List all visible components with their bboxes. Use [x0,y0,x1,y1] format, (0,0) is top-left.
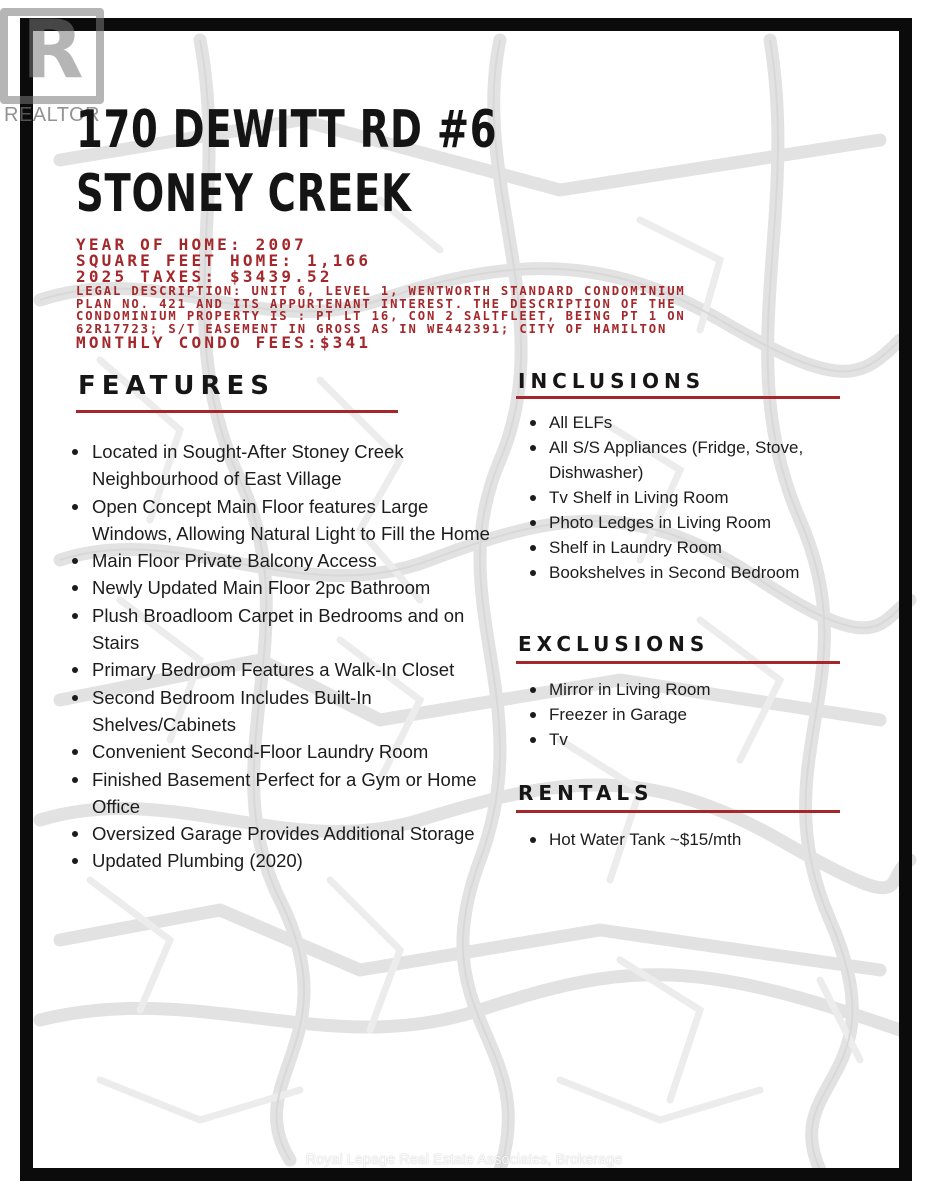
rentals-divider [516,810,840,813]
list-item: Mirror in Living Room [528,677,838,702]
monthly-condo-fees: MONTHLY CONDO FEES:$341 [76,333,372,353]
list-item: Finished Basement Perfect for a Gym or Home Office [70,766,490,821]
list-item: Updated Plumbing (2020) [70,847,490,874]
inclusions-list [528,410,838,585]
list-item: Plush Broadloom Carpet in Bedrooms and on Stairs [70,602,490,657]
year-of-home: YEAR OF HOME: 2007 [76,235,307,254]
rentals-list [528,827,838,852]
property-facts [76,237,836,351]
rentals-heading: RENTALS [518,781,654,805]
list-item: Bookshelves in Second Bedroom [528,560,838,585]
exclusions-heading: EXCLUSIONS [518,632,710,656]
taxes: 2025 TAXES: $3439.52 [76,267,333,286]
list-item: Primary Bedroom Features a Walk-In Closet [70,656,490,683]
list-item: Located in Sought-After Stoney Creek Neighbourhood of East Village [70,438,490,493]
list-item: All S/S Appliances (Fridge, Stove, Dishwasher) [528,435,838,485]
list-item: Freezer in Garage [528,702,838,727]
legal-description-line: PLAN NO. 421 AND ITS APPURTENANT INTEREST. THE DESCRIPTION OF THE [76,296,677,311]
exclusions-divider [516,661,840,664]
exclusions-list [528,677,838,752]
list-item: Tv [528,727,838,752]
realtor-logo-text: REALTOR [4,104,101,126]
listing-city: STONEY CREEK [76,164,412,224]
list-item: Photo Ledges in Living Room [528,510,838,535]
legal-description-line: LEGAL DESCRIPTION: UNIT 6, LEVEL 1, WENTWORTH STANDARD CONDOMINIUM [76,284,686,298]
inclusions-heading: INCLUSIONS [518,369,706,393]
features-list [70,438,490,875]
listing-address: 170 DEWITT RD #6 [76,100,498,160]
list-item: Shelf in Laundry Room [528,535,838,560]
legal-description-line: CONDOMINIUM PROPERTY IS : PT LT 16, CON 2 SALTFLEET, BEING PT 1 ON [76,309,686,324]
list-item: Tv Shelf in Living Room [528,485,838,510]
list-item: Convenient Second-Floor Laundry Room [70,738,490,765]
list-item: Hot Water Tank ~$15/mth [528,827,838,852]
realtor-logo-letter: R [22,3,84,96]
list-item: Main Floor Private Balcony Access [70,547,490,574]
list-item: Newly Updated Main Floor 2pc Bathroom [70,574,490,601]
list-item: Open Concept Main Floor features Large Windows, Allowing Natural Light to Fill the Home [70,493,490,548]
legal-description-line: 62R17723; S/T EASEMENT IN GROSS AS IN WE442391; CITY OF HAMILTON [76,321,668,336]
brokerage-footer: Royal Lepage Real Estate Associates, Brokerage [305,1152,623,1168]
features-divider [76,410,398,413]
list-item: All ELFs [528,410,838,435]
list-item: Oversized Garage Provides Additional Storage [70,820,490,847]
features-heading: FEATURES [78,371,275,401]
inclusions-divider [516,396,840,399]
list-item: Second Bedroom Includes Built-In Shelves/Cabinets [70,684,490,739]
square-feet: SQUARE FEET HOME: 1,166 [76,251,372,270]
